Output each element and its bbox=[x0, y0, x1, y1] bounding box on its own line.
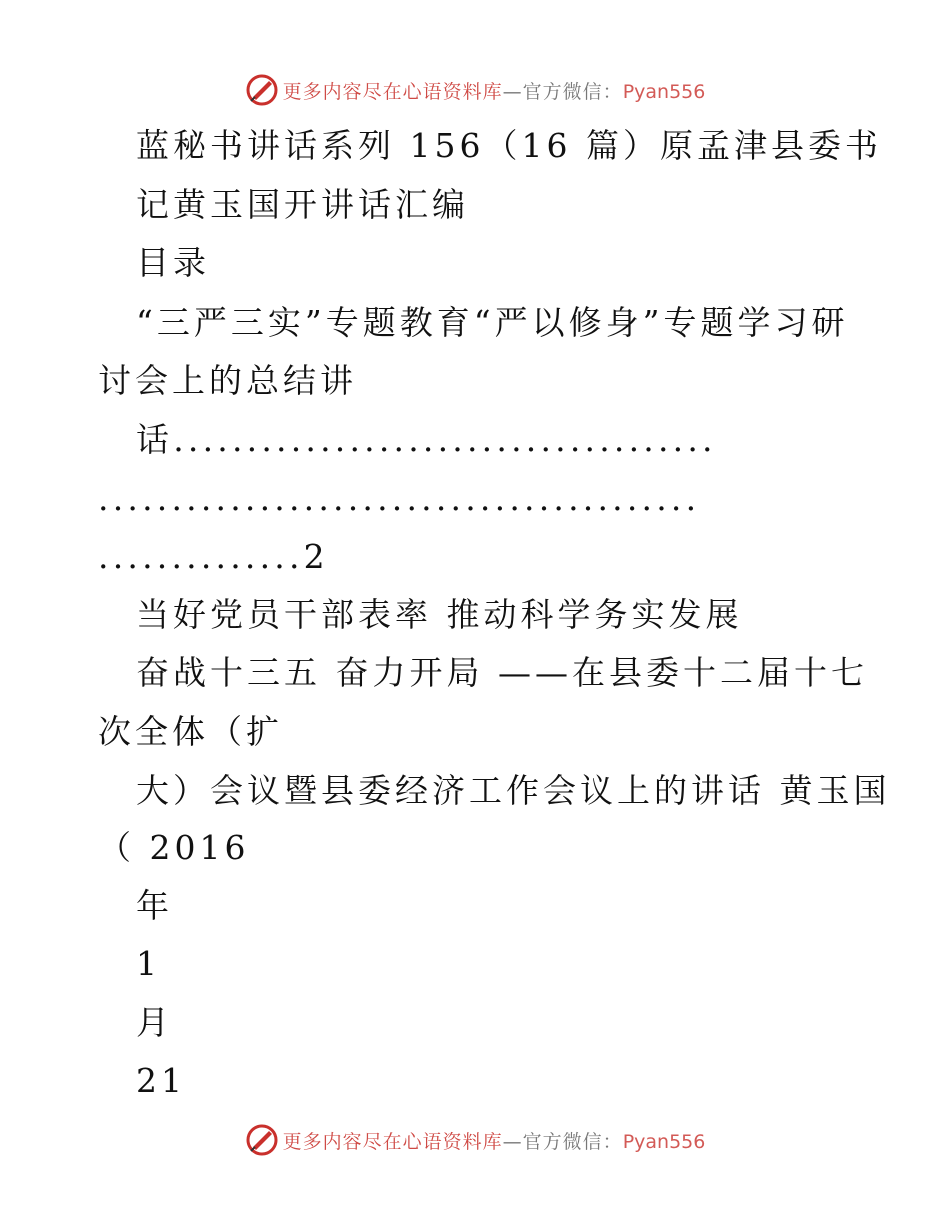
watermark-wechat-label: 官方微信： bbox=[522, 1130, 623, 1153]
toc-entry3-line6: 1 bbox=[136, 944, 161, 983]
toc-heading: 目录 bbox=[136, 243, 210, 282]
watermark-separator: — bbox=[502, 1130, 523, 1153]
toc-entry3-line1: 奋战十三五 奋力开局 ——在县委十二届十七 bbox=[136, 653, 868, 692]
watermark-account: Pyan556 bbox=[622, 80, 706, 103]
toc-entry3-line8: 21 bbox=[136, 1061, 186, 1100]
toc-entry3-line3: 大）会议暨县委经济工作会议上的讲话 黄玉国 bbox=[136, 771, 891, 810]
watermark-banner-top bbox=[0, 70, 950, 110]
watermark-banner-bottom bbox=[0, 1120, 950, 1160]
doc-title-line2: 记黄玉国开讲话汇编 bbox=[136, 185, 469, 224]
toc-entry3-line5: 年 bbox=[136, 886, 173, 925]
quill-logo-icon bbox=[245, 1123, 279, 1157]
watermark-text: 更多内容尽在心语资料库 bbox=[282, 1130, 503, 1153]
watermark-separator: — bbox=[502, 80, 523, 103]
toc-entry3-line4: （ 2016 bbox=[98, 828, 250, 867]
toc-entry3-line7: 月 bbox=[136, 1003, 173, 1042]
watermark-text: 更多内容尽在心语资料库 bbox=[282, 80, 503, 103]
toc-entry1-page: ..............2 bbox=[98, 537, 329, 576]
watermark-account: Pyan556 bbox=[622, 1130, 706, 1153]
doc-title-line1: 蓝秘书讲话系列 156（16 篇）原孟津县委书 bbox=[136, 126, 882, 165]
toc-entry2: 当好党员干部表率 推动科学务实发展 bbox=[136, 595, 743, 634]
watermark-wechat-label: 官方微信： bbox=[522, 80, 623, 103]
quill-logo-icon bbox=[245, 73, 279, 107]
toc-entry1-line1: “三严三实”专题教育“严以修身”专题学习研 bbox=[136, 303, 849, 342]
toc-entry3-line2: 次全体（扩 bbox=[98, 712, 283, 751]
toc-entry1-line2: 讨会上的总结讲 bbox=[98, 361, 357, 400]
toc-entry1-line3: 话..................................... bbox=[136, 420, 717, 459]
toc-entry1-line4: ......................................... bbox=[98, 479, 701, 518]
